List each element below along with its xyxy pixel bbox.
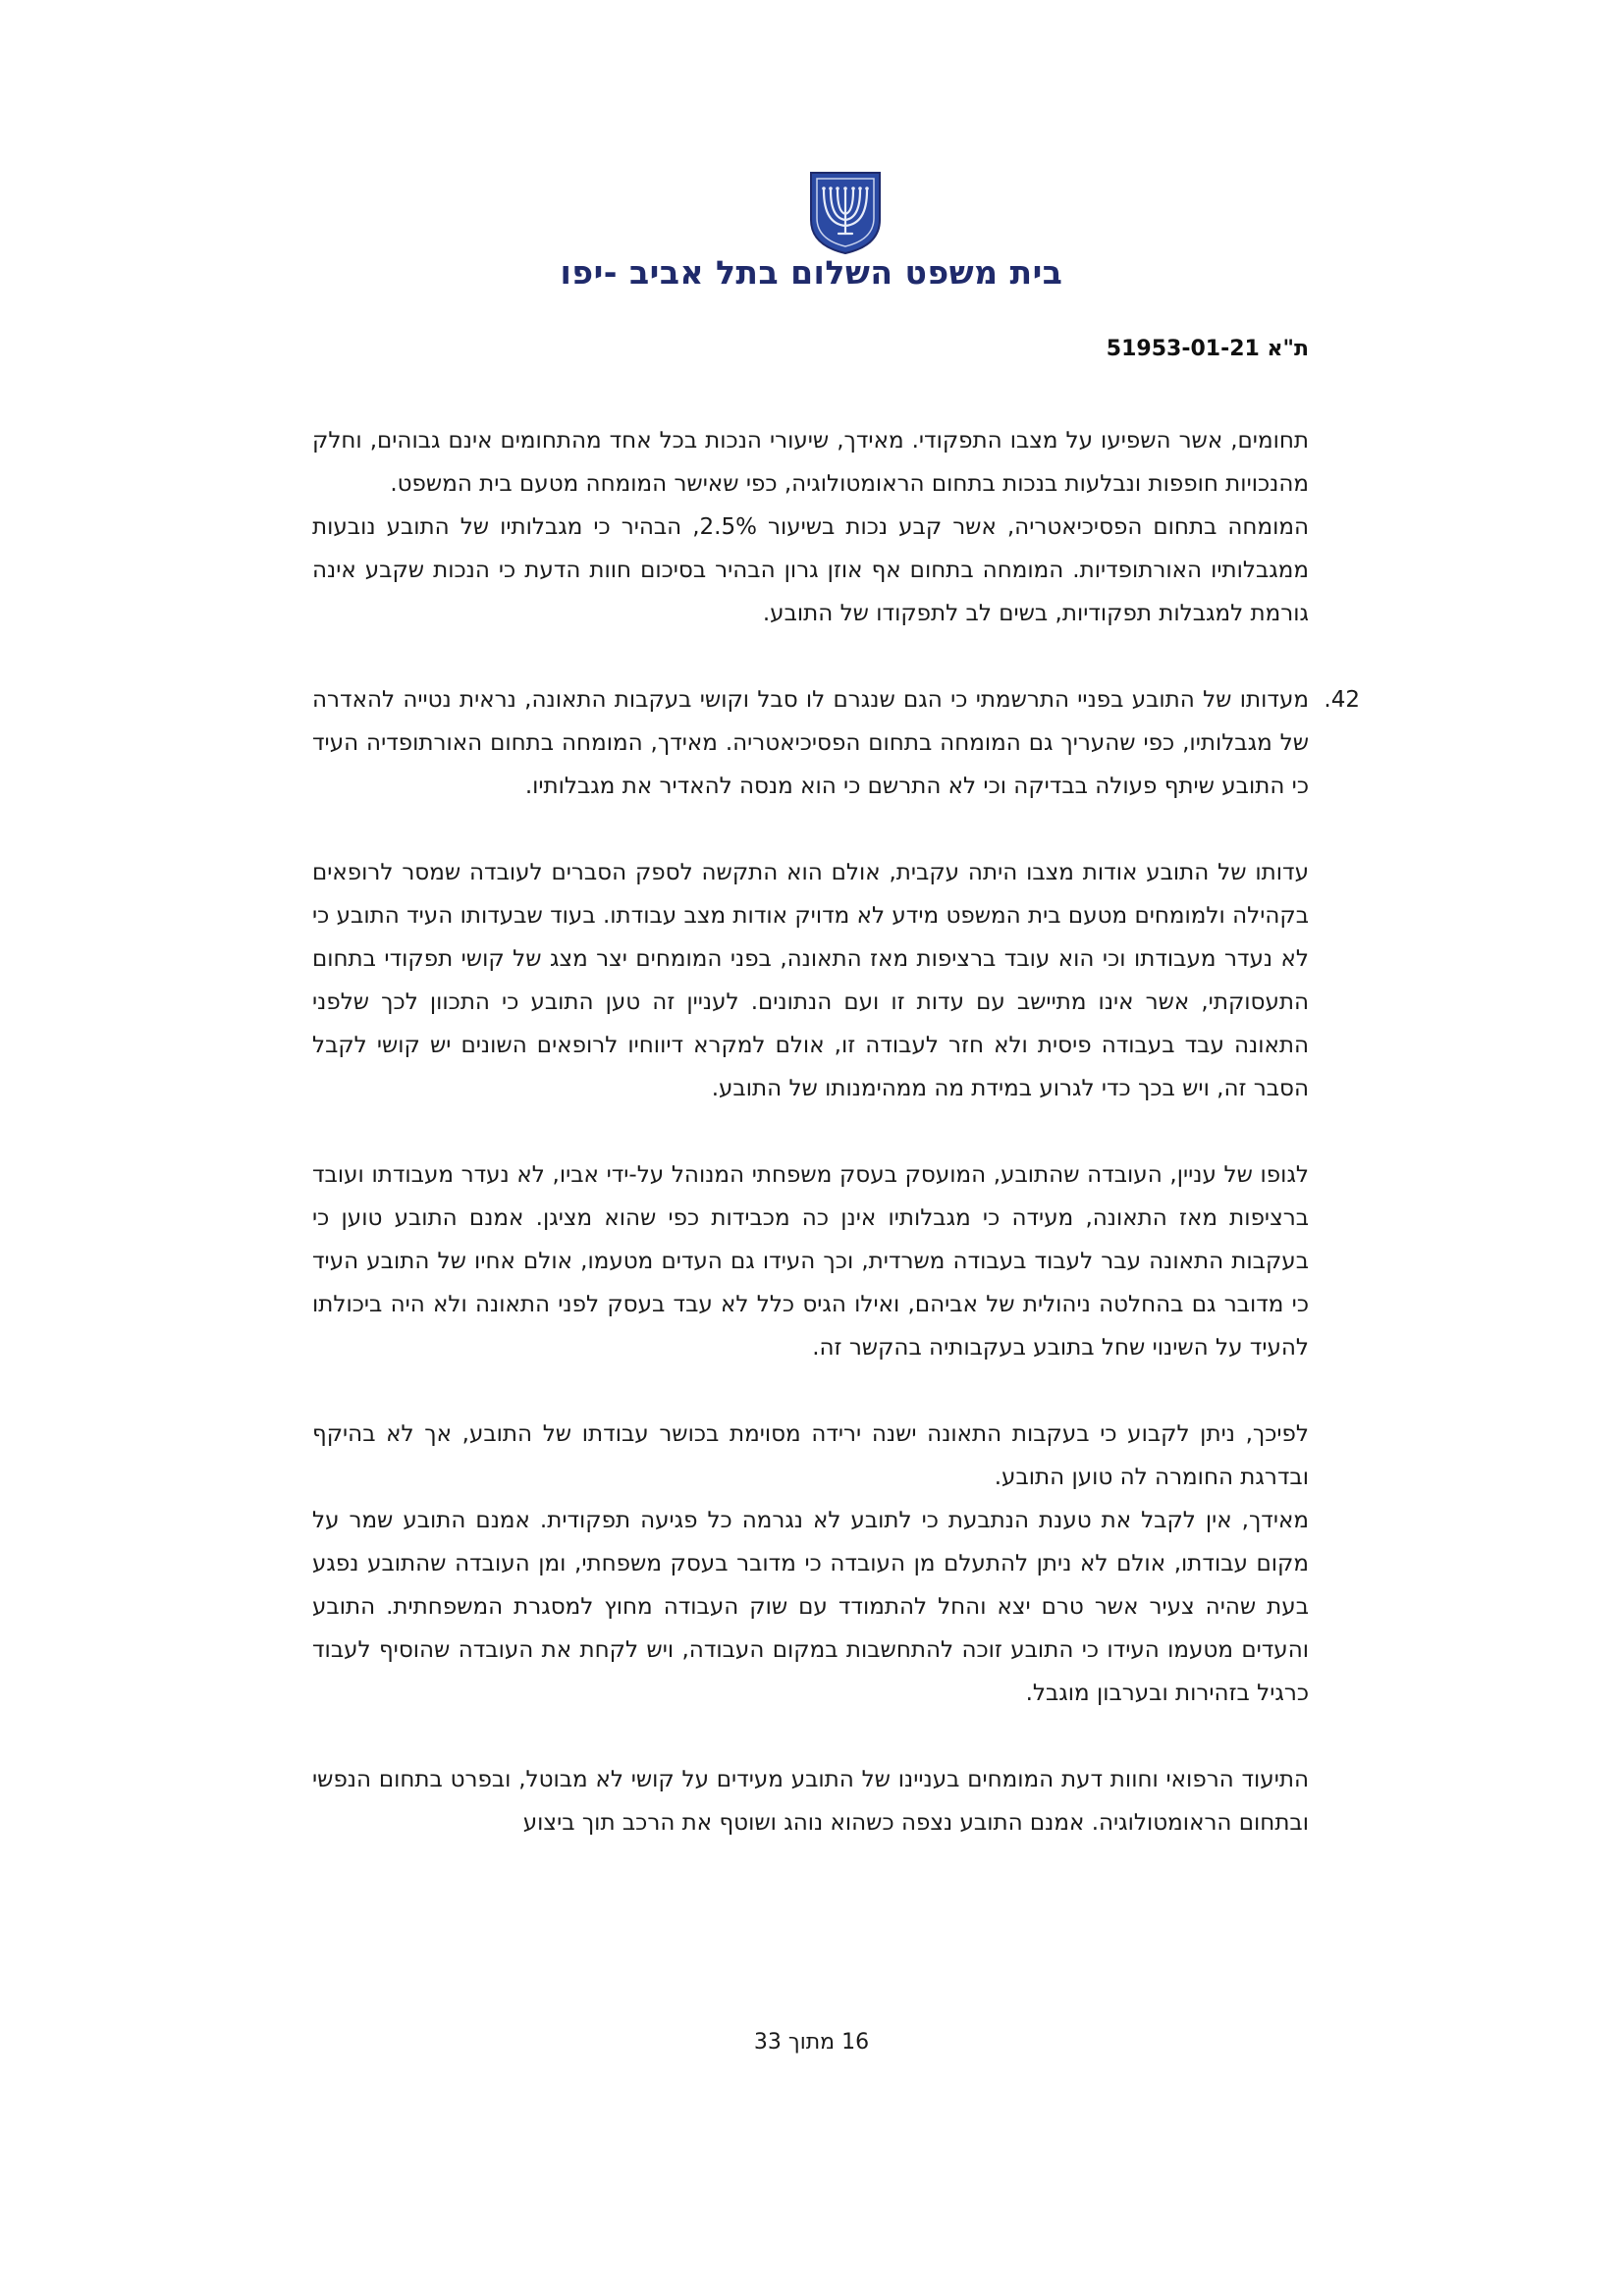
menorah-emblem-icon — [805, 169, 886, 255]
paragraph-6: לפיכך, ניתן לקבוע כי בעקבות התאונה ישנה ירידה מסוימת בכושר עבודתו של התובע, אך לא בהיקף ובדרגת החומרה לה טוען התובע. — [312, 1421, 1309, 1490]
numbered-paragraph-42 — [312, 678, 1360, 808]
paragraph-5: לגופו של עניין, העובדה שהתובע, המועסק בעסק משפחתי המנוהל על-ידי אביו, לא נעדר מעבודתו ועובד ברציפות מאז התאונה, מעידה כי מגבלותיו אינן כה מכבידות כפי שהוא מציגן. אמנם התובע טוען כי בעקבות התאונה עבר לעבוד בעבודה משרדית, וכך העידו גם העדים מטעמו, אולם אחיו של התובע העיד כי מדובר גם בהחלטה ניהולית של אביהם, ואילו הגיס כלל לא עבד בעסק לפני התאונה ולא היה ביכולתו להעיד על השינוי שחל בתובע בעקבותיה בהקשר זה. — [312, 1162, 1309, 1361]
court-name-heading: בית משפט השלום בתל אביב -יפו — [560, 253, 1063, 292]
paragraph-7: מאידך, אין לקבל את טענת הנתבעת כי לתובע לא נגרמה כל פגיעה תפקודית. אמנם התובע שמר על מקום עבודתו, אולם לא ניתן להתעלם מן העובדה כי מדובר בעסק משפחתי, ומן העובדה שהתובע נפגע בעת שהיה צעיר אשר טרם יצא והחל להתמודד עם שוק העבודה מחוץ למסגרת המשפחתית. התובע והעדים מטעמו העידו כי התובע זוכה להתחשבות במקום העבודה, ויש לקחת את העובדה שהוסיף לעבוד כרגיל בזהירות ובערבון מוגבל. — [312, 1508, 1309, 1706]
document-body — [312, 419, 1360, 1844]
paragraph-1: תחומים, אשר השפיעו על מצבו התפקודי. מאידך, שיעורי הנכות בכל אחד מהתחומים אינם גבוהים, וחלק מהנכויות חופפות ונבלעות בנכות בתחום הראומטולוגיה, כפי שאישר המומחה מטעם בית המשפט. — [312, 428, 1309, 497]
page-number-footer: 16 מתוך 33 — [753, 2030, 870, 2055]
paragraph-3: מעדותו של התובע בפניי התרשמתי כי הגם שנגרם לו סבל וקושי בעקבות התאונה, נראית נטייה להאדרה של מגבלותיו, כפי שהעריך גם המומחה בתחום הפסיכיאטריה. מאידך, המומחה בתחום האורתופדיה העיד כי התובע שיתף פעולה בבדיקה וכי לא התרשם כי הוא מנסה להאדיר את מגבלותיו. — [312, 687, 1309, 799]
paragraph-8: התיעוד הרפואי וחוות דעת המומחים בעניינו של התובע מעידים על קושי לא מבוטל, ובפרט בתחום הנפשי ובתחום הראומטולוגיה. אמנם התובע נצפה כשהוא נוהג ושוטף את הרכב תוך ביצוע — [312, 1767, 1309, 1836]
case-number: ת"א 51953-01-21 — [1106, 337, 1309, 361]
paragraph-4: עדותו של התובע אודות מצבו היתה עקבית, אולם הוא התקשה לספק הסברים לעובדה שמסר לרופאים בקהילה ולמומחים מטעם בית המשפט מידע לא מדויק אודות מצב עבודתו. בעוד שבעדותו העיד התובע כי לא נעדר מעבודתו וכי הוא עובד ברציפות מאז התאונה, בפני המומחים יצר מצג של קושי תפקודי בתחום התעסוקתי, אשר אינו מתיישב עם עדות זו ועם הנתונים. לעניין זה טען התובע כי התכוון לכך שלפני התאונה עבד בעבודה פיסית ולא חזר לעבודה זו, אולם למקרא דיווחיו לרופאים השונים יש קושי לקבל הסבר זה, ויש בכך כדי לגרוע במידת מה ממהימנותו של התובע. — [312, 860, 1309, 1101]
paragraph-2: המומחה בתחום הפסיכיאטריה, אשר קבע נכות בשיעור 2.5%, הבהיר כי מגבלותיו של התובע נובעות ממגבלותיו האורתופדיות. המומחה בתחום אף אוזן גרון הבהיר בסיכום חוות הדעת כי הנכות שקבע אינה גורמת למגבלות תפקודיות, בשים לב לתפקודו של התובע. — [312, 514, 1309, 626]
paragraph-number: 42. — [1324, 687, 1360, 713]
